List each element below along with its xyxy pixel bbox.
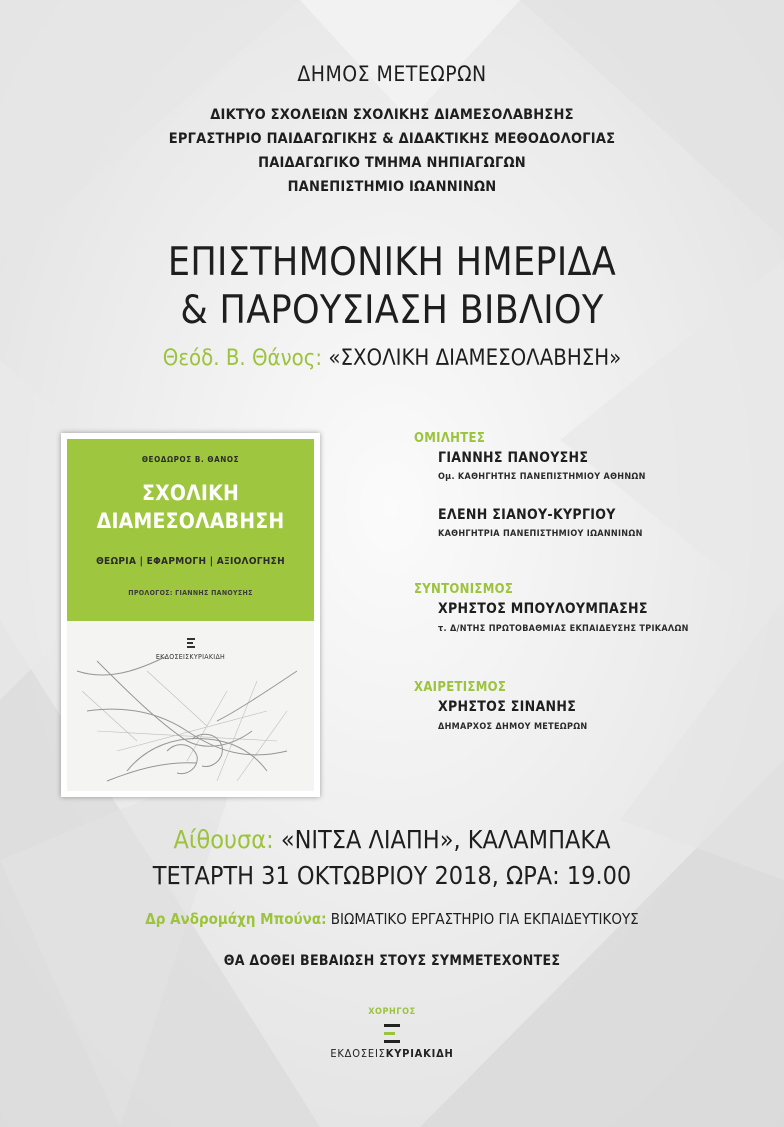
coordinator-name: ΧΡΗΣΤΟΣ ΜΠΟΥΛΟΥΜΠΑΣΗΣ bbox=[438, 601, 648, 617]
speaker-title: Ομ. ΚΑΘΗΓΗΤΗΣ ΠΑΝΕΠΙΣΤΗΜΙΟΥ ΑΘΗΝΩΝ bbox=[438, 472, 646, 482]
handshake-sketch-illustration bbox=[67, 651, 314, 791]
greeter-name: ΧΡΗΣΤΟΣ ΣΙΝΑΝΗΣ bbox=[438, 699, 577, 715]
speaker-title: ΚΑΘΗΓΗΤΡΙΑ ΠΑΝΕΠΙΣΤΗΜΙΟΥ ΙΩΑΝΝΙΝΩΝ bbox=[438, 529, 643, 539]
subtitle-author: Θεόδ. Β. Θάνος: bbox=[162, 346, 323, 371]
event-subtitle bbox=[0, 346, 784, 371]
book-cover bbox=[61, 433, 320, 797]
book-title-line1: ΣΧΟΛΙΚΗ bbox=[141, 481, 240, 505]
speakers-label: ΟΜΙΛΗΤΕΣ bbox=[414, 431, 486, 446]
greeter-title: ΔΗΜΑΡΧΟΣ ΔΗΜΟΥ ΜΕΤΕΩΡΩΝ bbox=[438, 722, 588, 732]
subtitle-book-title: «ΣΧΟΛΙΚΗ ΔΙΑΜΕΣΟΛΑΒΗΣΗ» bbox=[328, 346, 622, 371]
workshop bbox=[0, 910, 784, 928]
book-author: ΘΕΟΔΩΡΟΣ Β. ΘΑΝΟΣ bbox=[141, 455, 240, 464]
book-title-line2: ΔΙΑΜΕΣΟΛΑΒΗΣΗ bbox=[96, 509, 285, 533]
venue-label: Αίθουσα: bbox=[173, 825, 274, 854]
workshop-value: ΒΙΩΜΑΤΙΚΟ ΕΡΓΑΣΤΗΡΙΟ ΓΙΑ ΕΚΠΑΙΔΕΥΤΙΚΟΥΣ bbox=[330, 910, 639, 928]
venue bbox=[0, 825, 784, 854]
publisher-mark-icon bbox=[186, 638, 196, 648]
venue-value: «ΝΙΤΣΑ ΛΙΑΠΗ», ΚΑΛΑΜΠΑΚΑ bbox=[280, 825, 611, 854]
greeting-label: ΧΑΙΡΕΤΙΣΜΟΣ bbox=[414, 680, 507, 695]
publisher-logo-icon bbox=[383, 1024, 401, 1044]
publisher-name: ΚΥΡΙΑΚΙΔΗ bbox=[385, 1047, 454, 1060]
municipality-name: ΔΗΜΟΣ ΜΕΤΕΩΡΩΝ bbox=[297, 62, 487, 86]
workshop-label: Δρ Ανδρομάχη Μπούνα: bbox=[145, 910, 327, 928]
speaker-name: ΓΙΑΝΝΗΣ ΠΑΝΟΥΣΗΣ bbox=[438, 450, 589, 466]
speaker-name: ΕΛΕΝΗ ΣΙΑΝΟΥ-ΚΥΡΓΙΟΥ bbox=[438, 507, 616, 523]
organizer-line: ΠΑΝΕΠΙΣΤΗΜΙΟ ΙΩΑΝΝΙΝΩΝ bbox=[287, 179, 497, 195]
sponsor-label: ΧΟΡΗΓΟΣ bbox=[368, 1007, 416, 1017]
sponsor-publisher-name bbox=[0, 1047, 784, 1060]
book-cover-bottom bbox=[67, 621, 314, 791]
event-title-line1: ΕΠΙΣΤΗΜΟΝΙΚΗ ΗΜΕΡΙΔΑ bbox=[167, 240, 617, 285]
sponsor-logo bbox=[0, 1024, 784, 1060]
coordinator-title: τ. Δ/ΝΤΗΣ ΠΡΩΤΟΒΑΘΜΙΑΣ ΕΚΠΑΙΔΕΥΣΗΣ ΤΡΙΚΑΛΩΝ bbox=[438, 624, 689, 634]
event-datetime: ΤΕΤΑΡΤΗ 31 ΟΚΤΩΒΡΙΟΥ 2018, ΩΡΑ: 19.00 bbox=[152, 861, 632, 890]
coordination-label: ΣΥΝΤΟΝΙΣΜΟΣ bbox=[414, 582, 514, 597]
book-cover-top bbox=[67, 439, 314, 621]
event-title-line2: & ΠΑΡΟΥΣΙΑΣΗ ΒΙΒΛΙΟΥ bbox=[180, 288, 604, 333]
organizer-line: ΕΡΓΑΣΤΗΡΙΟ ΠΑΙΔΑΓΩΓΙΚΗΣ & ΔΙΔΑΚΤΙΚΗΣ ΜΕΘΟΔΟΛΟΓΙΑΣ bbox=[168, 131, 616, 147]
organizer-line: ΠΑΙΔΑΓΩΓΙΚΟ ΤΜΗΜΑ ΝΗΠΙΑΓΩΓΩΝ bbox=[258, 155, 526, 171]
organizer-line: ΔΙΚΤΥΟ ΣΧΟΛΕΙΩΝ ΣΧΟΛΙΚΗΣ ΔΙΑΜΕΣΟΛΑΒΗΣΗΣ bbox=[210, 107, 574, 123]
book-publisher-name: ΕΚΔΟΣΕΙΣΚΥΡΙΑΚΙΔΗ bbox=[155, 653, 226, 661]
book-subtitle: ΘΕΩΡΙΑ | ΕΦΑΡΜΟΓΗ | ΑΞΙΟΛΟΓΗΣΗ bbox=[96, 556, 285, 567]
book-preface: ΠΡΟΛΟΓΟΣ: ΓΙΑΝΝΗΣ ΠΑΝΟΥΣΗΣ bbox=[128, 589, 253, 597]
publisher-prefix: ΕΚΔΟΣΕΙΣ bbox=[330, 1047, 386, 1060]
certificate-note: ΘΑ ΔΟΘΕΙ ΒΕΒΑΙΩΣΗ ΣΤΟΥΣ ΣΥΜΜΕΤΕΧΟΝΤΕΣ bbox=[223, 953, 561, 969]
